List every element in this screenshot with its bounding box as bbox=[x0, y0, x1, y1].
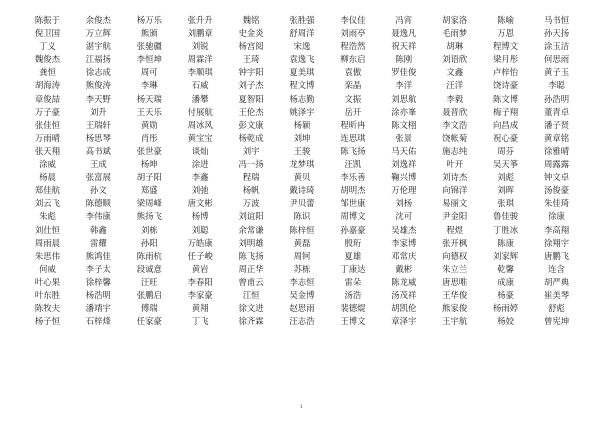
name-cell: 鲁佳骏 bbox=[493, 211, 519, 222]
name-cell: 潘靖宇 bbox=[85, 303, 111, 314]
name-cell: 李琳 bbox=[140, 80, 158, 91]
name-cell: 刘弛 bbox=[191, 185, 209, 196]
name-cell: 孙阳 bbox=[140, 237, 158, 248]
table-row bbox=[22, 66, 582, 79]
name-cell: 杨颖 bbox=[293, 119, 311, 130]
name-cell: 张开枫 bbox=[442, 237, 468, 248]
name-cell: 钟宇阳 bbox=[238, 67, 264, 78]
name-cell: 杨博 bbox=[191, 211, 209, 222]
name-cell: 裴德焜 bbox=[340, 303, 366, 314]
name-cell: 韩鑫 bbox=[89, 224, 107, 235]
name-cell: 丁康达 bbox=[340, 263, 366, 274]
name-cell: 李春阳 bbox=[187, 276, 213, 287]
name-cell: 连含 bbox=[548, 263, 565, 274]
name-cell: 李毅 bbox=[446, 93, 464, 104]
name-cell: 余常谦 bbox=[238, 224, 264, 235]
name-cell: 黄岩 bbox=[191, 263, 209, 274]
name-cell: 李伟康 bbox=[85, 211, 111, 222]
name-cell: 胡海涛 bbox=[34, 80, 61, 91]
name-cell: 叶心果 bbox=[34, 276, 61, 287]
name-cell: 王宇航 bbox=[442, 316, 468, 327]
name-cell: 叶开 bbox=[446, 159, 464, 170]
name-cell: 熊鸿佳 bbox=[85, 250, 111, 261]
name-cell: 杨子恒 bbox=[34, 316, 61, 327]
name-cell: 刘诗杰 bbox=[442, 172, 468, 183]
name-cell: 雷耀 bbox=[89, 237, 107, 248]
name-cell: 祝心豪 bbox=[493, 132, 519, 143]
name-cell: 杨晨 bbox=[39, 172, 56, 183]
name-cell: 朱佳琦 bbox=[543, 198, 570, 209]
name-cell: 李恒坤 bbox=[136, 54, 162, 65]
name-cell: 梅子翔 bbox=[493, 106, 519, 117]
name-cell: 万子豪 bbox=[34, 106, 61, 117]
name-cell: 杨志勤 bbox=[289, 93, 315, 104]
name-cell: 张世豪 bbox=[136, 145, 162, 156]
name-cell: 郑盛 bbox=[140, 185, 158, 196]
name-cell: 李仪佳 bbox=[340, 15, 366, 25]
table-row bbox=[22, 79, 582, 92]
name-cell: 李鑫 bbox=[191, 172, 209, 183]
name-cell: 程博文 bbox=[493, 41, 519, 52]
name-cell: 赵思雨 bbox=[289, 303, 315, 314]
name-cell: 周霖洋 bbox=[187, 54, 213, 65]
name-cell: 王天乐 bbox=[136, 106, 162, 117]
name-cell: 周雨晨 bbox=[34, 237, 61, 248]
name-cell: 黄翔 bbox=[191, 303, 209, 314]
name-cell: 熊俊涛 bbox=[85, 80, 111, 91]
name-cell: 汤茂祥 bbox=[391, 289, 417, 300]
name-cell: 刘仕恒 bbox=[34, 224, 61, 235]
name-table-body bbox=[22, 14, 582, 328]
name-cell: 张景 bbox=[395, 132, 413, 143]
name-cell: 石梓烽 bbox=[85, 316, 111, 327]
name-cell: 向锦洋 bbox=[442, 185, 468, 196]
name-cell: 刘晖 bbox=[497, 185, 514, 196]
name-cell: 刘雨亭 bbox=[340, 28, 366, 39]
name-cell: 刘升 bbox=[89, 106, 107, 117]
table-row bbox=[22, 276, 582, 289]
name-cell: 陈飞扬 bbox=[340, 145, 366, 156]
name-cell: 江福扬 bbox=[85, 54, 111, 65]
name-cell: 万波 bbox=[242, 198, 260, 209]
name-cell: 郑佳航 bbox=[34, 185, 61, 196]
name-cell: 雷朵 bbox=[344, 276, 362, 287]
name-cell: 卢梓怡 bbox=[493, 67, 519, 78]
name-cell: 饶帐菊 bbox=[442, 132, 468, 143]
name-cell: 周芬 bbox=[497, 145, 514, 156]
name-cell: 余俊杰 bbox=[85, 15, 111, 25]
name-cell: 朱立兰 bbox=[442, 263, 468, 274]
name-cell: 刘坤 bbox=[293, 132, 311, 143]
name-cell: 张佳恒 bbox=[34, 119, 61, 130]
name-cell: 杨姣 bbox=[497, 316, 514, 327]
name-cell: 黄宝宝 bbox=[187, 132, 213, 143]
name-cell: 杨万乐 bbox=[136, 15, 162, 25]
name-cell: 徐志成 bbox=[85, 67, 111, 78]
name-cell: 李洋 bbox=[395, 80, 413, 91]
table-row bbox=[22, 14, 582, 27]
name-cell: 万皓康 bbox=[187, 237, 213, 248]
name-cell: 冯宵 bbox=[395, 15, 413, 25]
name-cell: 何威 bbox=[39, 263, 56, 274]
name-cell: 程文博 bbox=[289, 80, 315, 91]
name-cell: 程煜 bbox=[446, 224, 464, 235]
name-cell: 王伦杰 bbox=[238, 106, 264, 117]
name-cell: 陈康 bbox=[497, 237, 514, 248]
name-cell: 夏雄 bbox=[344, 250, 362, 261]
name-cell: 周正华 bbox=[238, 263, 264, 274]
name-cell: 朱思伟 bbox=[34, 250, 61, 261]
name-cell: 陈龙威 bbox=[391, 276, 417, 287]
name-cell: 夏美琪 bbox=[289, 67, 315, 78]
name-cell: 万雨晴 bbox=[34, 132, 61, 143]
name-cell: 李顺琪 bbox=[187, 67, 213, 78]
name-cell: 魏俊杰 bbox=[34, 54, 61, 65]
table-row bbox=[22, 171, 582, 184]
name-cell: 马天佑 bbox=[391, 145, 417, 156]
name-cell: 黄子玉 bbox=[543, 67, 570, 78]
name-cell: 潘子贤 bbox=[543, 119, 570, 130]
table-row bbox=[22, 315, 582, 328]
name-cell: 黄章铭 bbox=[543, 132, 570, 143]
name-cell: 姚泽宇 bbox=[289, 106, 315, 117]
name-cell: 万恩 bbox=[497, 28, 514, 39]
name-cell: 杨坤 bbox=[140, 159, 158, 170]
name-cell: 汪旺 bbox=[140, 276, 158, 287]
name-cell: 栾晶 bbox=[344, 80, 362, 91]
name-cell: 马书恒 bbox=[543, 15, 570, 25]
name-cell: 徐齐霖 bbox=[238, 316, 264, 327]
name-cell: 涂玉洁 bbox=[543, 41, 570, 52]
name-cell: 杨乾成 bbox=[238, 132, 264, 143]
name-cell: 施志纯 bbox=[442, 145, 468, 156]
name-cell: 徐梓馨 bbox=[85, 276, 111, 287]
name-cell: 胡琳 bbox=[446, 41, 464, 52]
name-cell: 杨天瑞 bbox=[136, 93, 162, 104]
name-cell: 向德权 bbox=[442, 250, 468, 261]
name-cell: 刘语欣 bbox=[442, 54, 468, 65]
name-cell: 刘思航 bbox=[391, 93, 417, 104]
name-cell: 吴雄杰 bbox=[391, 224, 417, 235]
name-cell: 孙嘉豪 bbox=[340, 224, 366, 235]
name-cell: 汪凯 bbox=[344, 159, 362, 170]
page-number: 1 bbox=[299, 404, 304, 410]
name-cell: 李乐善 bbox=[340, 172, 366, 183]
name-cell: 王成 bbox=[89, 159, 107, 170]
table-row bbox=[22, 210, 582, 223]
name-cell: 陈牧夫 bbox=[34, 303, 61, 314]
name-cell: 程昕冉 bbox=[340, 119, 366, 130]
table-row bbox=[22, 263, 582, 276]
name-cell: 王瑞轩 bbox=[85, 119, 111, 130]
table-row bbox=[22, 224, 582, 237]
name-cell: 付展航 bbox=[187, 106, 213, 117]
name-cell: 魏铭 bbox=[242, 15, 260, 25]
name-cell: 万伦理 bbox=[391, 185, 417, 196]
name-cell: 周冰风 bbox=[187, 119, 213, 130]
name-cell: 吴天箏 bbox=[493, 159, 519, 170]
name-cell: 杨浩明 bbox=[85, 289, 111, 300]
name-cell: 曾宪坤 bbox=[543, 316, 570, 327]
name-cell: 刘鹏章 bbox=[187, 28, 213, 39]
name-cell: 胡凯伦 bbox=[391, 303, 417, 314]
name-cell: 张驰疆 bbox=[136, 41, 162, 52]
name-cell: 丁胜冰 bbox=[493, 224, 519, 235]
table-row bbox=[22, 237, 582, 250]
name-cell: 王琦 bbox=[242, 54, 260, 65]
name-cell: 江恒 bbox=[242, 289, 260, 300]
table-row bbox=[22, 184, 582, 197]
name-cell: 沈可 bbox=[395, 211, 413, 222]
name-cell: 刘逸祥 bbox=[391, 159, 417, 170]
name-cell: 王博文 bbox=[340, 316, 366, 327]
name-cell: 李志恒 bbox=[289, 276, 315, 287]
name-cell: 孙浩明 bbox=[543, 93, 570, 104]
table-row bbox=[22, 132, 582, 145]
name-cell: 傅瑞 bbox=[140, 303, 158, 314]
name-cell: 万立辉 bbox=[85, 28, 111, 39]
name-cell: 梁月彤 bbox=[493, 54, 519, 65]
name-cell: 向昌成 bbox=[493, 119, 519, 130]
name-cell: 舒彪 bbox=[548, 303, 565, 314]
name-cell: 邓常庆 bbox=[391, 250, 417, 261]
name-cell: 舒周洋 bbox=[289, 28, 315, 39]
name-cell: 殷珩 bbox=[344, 237, 362, 248]
name-cell: 戴彬 bbox=[395, 263, 413, 274]
name-cell: 徐翔宇 bbox=[543, 237, 570, 248]
name-cell: 李家博 bbox=[391, 237, 417, 248]
name-cell: 邹世康 bbox=[340, 198, 366, 209]
name-cell: 尹贝蕾 bbox=[289, 198, 315, 209]
name-cell: 周博文 bbox=[340, 211, 366, 222]
table-row bbox=[22, 302, 582, 315]
name-cell: 黄勋 bbox=[140, 119, 158, 130]
name-cell: 熊扬飞 bbox=[136, 211, 162, 222]
name-cell: 吴金博 bbox=[289, 289, 315, 300]
name-cell: 黄贝 bbox=[293, 172, 311, 183]
name-cell: 张鹏启 bbox=[136, 289, 162, 300]
name-cell: 李家豪 bbox=[187, 289, 213, 300]
name-cell: 朱彪 bbox=[39, 211, 56, 222]
name-cell: 陈飞扬 bbox=[238, 250, 264, 261]
name-cell: 张升升 bbox=[187, 15, 213, 25]
name-cell: 周露露 bbox=[543, 159, 570, 170]
name-cell: 饶诗豪 bbox=[493, 80, 519, 91]
name-cell: 胡明杰 bbox=[340, 185, 366, 196]
name-cell: 梁周峰 bbox=[136, 198, 162, 209]
name-cell: 文鑫 bbox=[446, 67, 464, 78]
name-cell: 汪志浩 bbox=[289, 316, 315, 327]
name-cell: 徐康 bbox=[548, 211, 565, 222]
name-cell: 冯一扬 bbox=[238, 159, 264, 170]
name-cell: 戴诗琦 bbox=[289, 185, 315, 196]
name-cell: 乾馨 bbox=[497, 263, 514, 274]
name-cell: 杨帆 bbox=[242, 185, 260, 196]
name-cell: 苏栋 bbox=[293, 263, 311, 274]
name-cell: 涂进 bbox=[191, 159, 209, 170]
name-cell: 李聪 bbox=[548, 80, 565, 91]
name-table bbox=[22, 14, 582, 328]
name-cell: 汤俊豪 bbox=[543, 185, 570, 196]
name-cell: 张天翔 bbox=[34, 145, 61, 156]
name-cell: 任家豪 bbox=[136, 316, 162, 327]
name-cell: 陈振于 bbox=[34, 15, 61, 25]
name-cell: 杨宫阅 bbox=[238, 41, 264, 52]
table-row bbox=[22, 145, 582, 158]
table-row bbox=[22, 40, 582, 53]
name-cell: 陈德顺 bbox=[85, 198, 111, 209]
name-cell: 柳东启 bbox=[340, 54, 366, 65]
name-cell: 肖彤 bbox=[140, 132, 158, 143]
name-cell: 陈刚 bbox=[395, 54, 413, 65]
name-cell: 李子太 bbox=[85, 263, 111, 274]
name-cell: 李天野 bbox=[85, 93, 111, 104]
name-cell: 宋逸 bbox=[293, 41, 311, 52]
name-cell: 王华俊 bbox=[442, 289, 468, 300]
name-cell: 段诚意 bbox=[136, 263, 162, 274]
name-cell: 龙梦琪 bbox=[289, 159, 315, 170]
name-cell: 刘聪 bbox=[191, 224, 209, 235]
name-cell: 熊颁 bbox=[140, 28, 158, 39]
name-cell: 孙文 bbox=[89, 185, 107, 196]
name-cell: 周钶 bbox=[293, 250, 311, 261]
name-cell: 涂亦峯 bbox=[391, 106, 417, 117]
name-cell: 刘明雄 bbox=[238, 237, 264, 248]
name-cell: 石威 bbox=[191, 80, 209, 91]
table-row bbox=[22, 93, 582, 106]
name-cell: 潘攀 bbox=[191, 93, 209, 104]
name-cell: 陈梓恒 bbox=[289, 224, 315, 235]
table-row bbox=[22, 53, 582, 66]
name-cell: 唐文彬 bbox=[187, 198, 213, 209]
name-cell: 张琪 bbox=[497, 198, 514, 209]
name-cell: 唐思唯 bbox=[442, 276, 468, 287]
name-cell: 岳开 bbox=[344, 106, 362, 117]
name-cell: 刘锐 bbox=[191, 41, 209, 52]
name-cell: 唐鹏飞 bbox=[543, 250, 570, 261]
table-row bbox=[22, 197, 582, 210]
name-cell: 易丽文 bbox=[442, 198, 468, 209]
name-cell: 陈文栩 bbox=[391, 119, 417, 130]
name-cell: 崔美琴 bbox=[543, 289, 570, 300]
name-cell: 钟文卓 bbox=[543, 172, 570, 183]
name-cell: 聂逸凡 bbox=[391, 28, 417, 39]
name-cell: 刘彪 bbox=[497, 172, 514, 183]
name-cell: 章俊喆 bbox=[34, 93, 61, 104]
name-cell: 杨豪 bbox=[497, 289, 514, 300]
name-cell: 湛宇航 bbox=[85, 41, 111, 52]
name-cell: 鞠兴博 bbox=[391, 172, 417, 183]
name-cell: 祝天祥 bbox=[391, 41, 417, 52]
table-row bbox=[22, 106, 582, 119]
name-cell: 聂晋欣 bbox=[442, 106, 468, 117]
name-cell: 王骏 bbox=[293, 145, 311, 156]
table-row bbox=[22, 158, 582, 171]
name-cell: 李高翔 bbox=[543, 224, 570, 235]
name-cell: 谈灿 bbox=[191, 145, 209, 156]
table-row bbox=[22, 27, 582, 40]
name-cell: 陈雨杭 bbox=[136, 250, 162, 261]
name-cell: 汪洋 bbox=[446, 80, 464, 91]
name-cell: 夏智阳 bbox=[238, 93, 264, 104]
name-cell: 何思雨 bbox=[543, 54, 570, 65]
name-cell: 陈喻 bbox=[497, 15, 514, 25]
name-cell: 刘栋 bbox=[140, 224, 158, 235]
name-cell: 丁飞 bbox=[191, 316, 209, 327]
name-cell: 黄磊 bbox=[293, 237, 311, 248]
name-cell: 程浩然 bbox=[340, 41, 366, 52]
name-cell: 成康 bbox=[497, 276, 514, 287]
name-cell: 丁义 bbox=[39, 41, 56, 52]
name-cell: 胡子阳 bbox=[136, 172, 162, 183]
name-cell: 刘谊阳 bbox=[238, 211, 264, 222]
name-cell: 董青卓 bbox=[543, 106, 570, 117]
name-cell: 胡家洛 bbox=[442, 15, 468, 25]
name-cell: 刘云飞 bbox=[34, 198, 61, 209]
name-cell: 尹金阳 bbox=[442, 211, 468, 222]
name-cell: 张胜强 bbox=[289, 15, 315, 25]
name-cell: 章泽宇 bbox=[391, 316, 417, 327]
name-cell: 连思琪 bbox=[340, 132, 366, 143]
name-cell: 高书斌 bbox=[85, 145, 111, 156]
name-cell: 李文浩 bbox=[442, 119, 468, 130]
name-cell: 文振 bbox=[344, 93, 362, 104]
name-cell: 孙天扬 bbox=[543, 28, 570, 39]
name-cell: 张富展 bbox=[85, 172, 111, 183]
name-cell: 涂威 bbox=[39, 159, 56, 170]
name-cell: 毛雨梦 bbox=[442, 28, 468, 39]
name-cell: 熊家俊 bbox=[442, 303, 468, 314]
name-cell: 杨思琴 bbox=[85, 132, 111, 143]
name-cell: 袁逸飞 bbox=[289, 54, 315, 65]
name-cell: 陈识 bbox=[293, 211, 311, 222]
name-cell: 刘子杰 bbox=[238, 80, 264, 91]
name-cell: 徐文进 bbox=[238, 303, 264, 314]
name-cell: 袁傲 bbox=[344, 67, 362, 78]
name-cell: 倪卫国 bbox=[34, 28, 61, 39]
table-row bbox=[22, 119, 582, 132]
name-cell: 罗佳俊 bbox=[391, 67, 417, 78]
table-row bbox=[22, 250, 582, 263]
name-cell: 叶东胜 bbox=[34, 289, 61, 300]
name-cell: 龚恒 bbox=[39, 67, 56, 78]
name-cell: 任子峻 bbox=[187, 250, 213, 261]
name-cell: 陈文博 bbox=[493, 93, 519, 104]
name-cell: 程瑞 bbox=[242, 172, 260, 183]
name-cell: 徐雅晴 bbox=[543, 145, 570, 156]
name-cell: 刘宇 bbox=[242, 145, 260, 156]
name-cell: 汤浩 bbox=[344, 289, 362, 300]
name-cell: 周可 bbox=[140, 67, 158, 78]
name-cell: 曾甫云 bbox=[238, 276, 264, 287]
name-cell: 史金炎 bbox=[238, 28, 264, 39]
table-row bbox=[22, 289, 582, 302]
name-cell: 胡严典 bbox=[543, 276, 570, 287]
name-cell: 彭文康 bbox=[238, 119, 264, 130]
name-cell: 杨雨婷 bbox=[493, 303, 519, 314]
name-cell: 刘家辉 bbox=[493, 250, 519, 261]
name-cell: 刘杨 bbox=[395, 198, 413, 209]
